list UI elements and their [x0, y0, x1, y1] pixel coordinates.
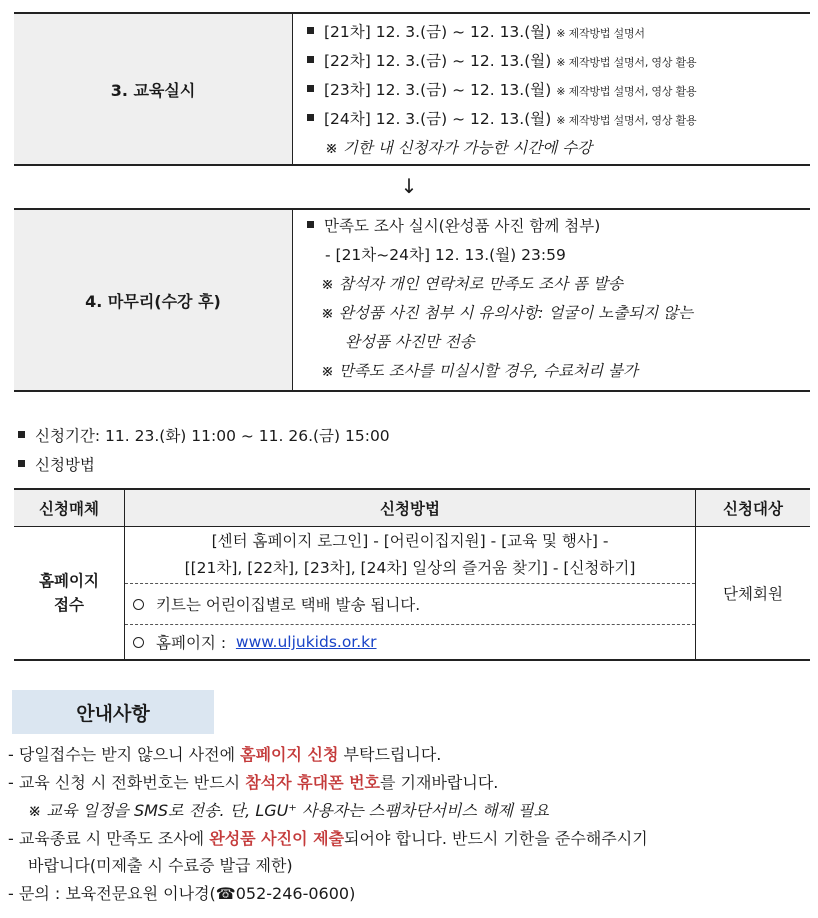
- square-bullet-icon: [307, 114, 314, 121]
- phone-icon: ☎: [215, 884, 236, 903]
- homepage-link[interactable]: www.uljukids.or.kr: [235, 633, 377, 651]
- step3-item: [24차] 12. 3.(금) ~ 12. 13.(월) ※ 제작방법 설명서, 영상 활용: [307, 105, 810, 134]
- notice-contact: - 문의 : 보육전문요원 이나경(☎052-246-0600): [8, 884, 356, 903]
- circle-bullet-icon: [133, 637, 144, 648]
- medium-line1: 홈페이지: [39, 572, 99, 590]
- square-bullet-icon: [307, 85, 314, 92]
- method-cell: [125, 527, 696, 661]
- step3-item: [23차] 12. 3.(금) ~ 12. 13.(월) ※ 제작방법 설명서, 영상 활용: [307, 76, 810, 105]
- square-bullet-icon: [307, 221, 314, 228]
- notice-title: 안내사항: [12, 690, 214, 734]
- notice-line: - 당일접수는 받지 않으니 사전에 홈페이지 신청 부탁드립니다.: [8, 745, 442, 764]
- target-cell: 단체회원: [696, 527, 811, 661]
- method-steps: [센터 홈페이지 로그인] - [어린이집지원] - [교육 및 행사] - [[21차], [22차], [23차], [24차] 일상의 즐거움 찾기] - [신청하기]: [125, 527, 695, 584]
- step3-item: [22차] 12. 3.(금) ~ 12. 13.(월) ※ 제작방법 설명서, 영상 활용: [307, 47, 810, 76]
- step3-footnote: ※ 기한 내 신청자가 가능한 시간에 수강: [325, 139, 593, 157]
- apply-table: [14, 488, 810, 661]
- notice-line: 바랍니다(미제출 시 수료증 발급 제한): [28, 856, 293, 875]
- square-bullet-icon: [18, 460, 25, 467]
- step4-item: 만족도 조사 실시(완성품 사진 함께 첨부): [307, 212, 810, 241]
- header-target: 신청대상: [696, 489, 811, 527]
- step4-title: 4. 마무리(수강 후): [14, 210, 293, 390]
- down-arrow-icon: ↓: [400, 174, 418, 198]
- square-bullet-icon: [307, 27, 314, 34]
- square-bullet-icon: [18, 431, 25, 438]
- step4-note: 완성품 사진만 전송: [345, 333, 475, 351]
- step4-note: ※ 참석자 개인 연락처로 만족도 조사 폼 발송: [321, 275, 624, 293]
- medium-cell: [14, 527, 125, 661]
- step3-item: [21차] 12. 3.(금) ~ 12. 13.(월) ※ 제작방법 설명서: [307, 18, 810, 47]
- header-medium: 신청매체: [14, 489, 125, 527]
- step3-body: [293, 14, 810, 164]
- step3-title: 3. 교육실시: [14, 14, 293, 164]
- kit-note: 키트는 어린이집별로 택배 발송 됩니다.: [125, 584, 695, 625]
- notice-sms-note: ※ 교육 일정을 SMS로 전송. 단, LGU⁺ 사용자는 스팸차단서비스 해제 필요: [28, 801, 549, 820]
- header-method: 신청방법: [125, 489, 696, 527]
- step4-note: ※ 완성품 사진 첨부 시 유의사항: 얼굴이 노출되지 않는: [321, 304, 694, 322]
- homepage-row: 홈페이지 : www.uljukids.or.kr: [125, 625, 695, 659]
- step4-deadline: - [21차~24차] 12. 13.(월) 23:59: [325, 246, 566, 264]
- notice-line: - 교육종료 시 만족도 조사에 완성품 사진이 제출되어야 합니다. 반드시 기한을 준수해주시기: [8, 829, 648, 848]
- table-header-row: [14, 489, 810, 527]
- medium-line2: 접수: [54, 596, 84, 614]
- step4-table: [14, 208, 810, 392]
- step4-note: ※ 만족도 조사를 미실시할 경우, 수료처리 불가: [321, 362, 638, 380]
- step4-body: [293, 210, 810, 390]
- circle-bullet-icon: [133, 599, 144, 610]
- apply-period: 신청기간: 11. 23.(화) 11:00 ~ 11. 26.(금) 15:00: [18, 424, 390, 446]
- table-row: [14, 527, 810, 661]
- apply-method-label: 신청방법: [18, 453, 95, 475]
- notice-line: - 교육 신청 시 전화번호는 반드시 참석자 휴대폰 번호를 기재바랍니다.: [8, 773, 499, 792]
- square-bullet-icon: [307, 56, 314, 63]
- step3-table: [14, 12, 810, 166]
